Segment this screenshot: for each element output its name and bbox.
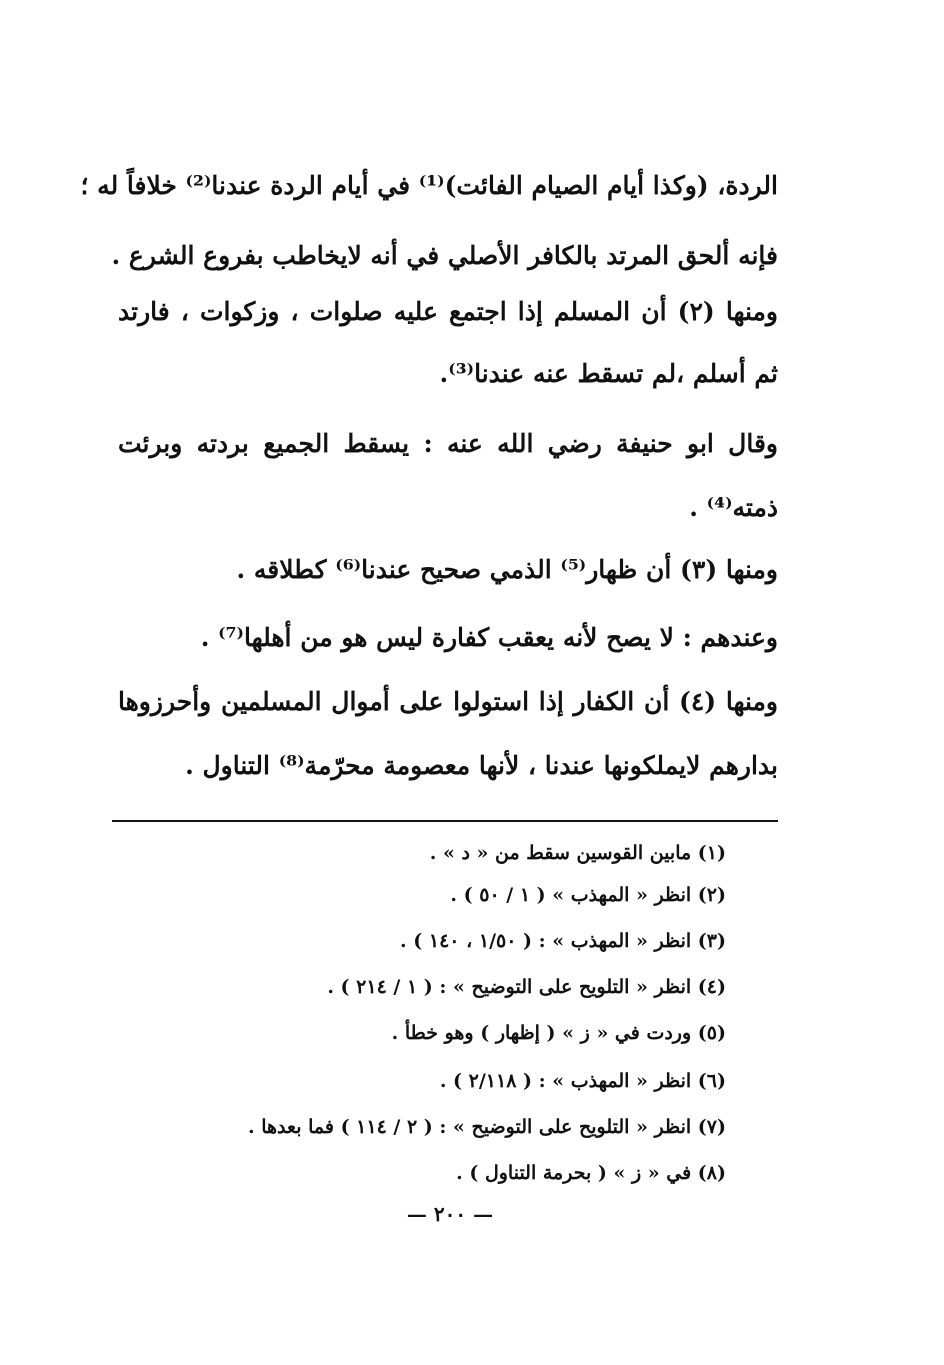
footnote: (٤) انظر « التلويح على التوضيح » : ( ١ / ٢١٤ ) . <box>327 976 726 998</box>
text-line: وعندهم : لا يصح لأنه يعقب كفارة ليس هو من أهلها⁽⁷⁾ . <box>200 623 778 652</box>
footnote: (١) مابين القوسين سقط من « د » . <box>429 842 726 864</box>
footnote: (٧) انظر « التلويح على التوضيح » : ( ٢ / ١١٤ ) فما بعدها . <box>248 1116 726 1138</box>
footnote: (٥) وردت في « ز » ( إظهار ) وهو خطأ . <box>391 1022 726 1044</box>
text-line: ذمته⁽⁴⁾ . <box>689 493 778 522</box>
text-line: وقال ابو حنيفة رضي الله عنه : يسقط الجميع بردته وبرئت <box>118 429 778 458</box>
footnote-separator <box>112 820 778 822</box>
footnote: (٦) انظر « المهذب » : ( ٢/١١٨ ) . <box>439 1070 726 1092</box>
footnote: (٨) في « ز » ( بحرمة التناول ) . <box>456 1162 726 1184</box>
footnote: (٢) انظر « المهذب » ( ١ / ٥٠ ) . <box>450 884 726 906</box>
text-line: ومنها (٣) أن ظهار⁽⁵⁾ الذمي صحيح عندنا⁽⁶⁾ كطلاقه . <box>236 555 778 584</box>
text-line: بدارهم لايملكونها عندنا ، لأنها معصومة محرّمة⁽⁸⁾ التناول . <box>185 751 778 780</box>
footnote: (٣) انظر « المهذب » : ( ١/٥٠ ، ١٤٠ ) . <box>400 930 726 952</box>
text-line: الردة، (وكذا أيام الصيام الفائت)⁽¹⁾ في أيام الردة عندنا⁽²⁾ خلافاً له ؛ <box>80 171 778 200</box>
text-line: ومنها (٤) أن الكفار إذا استولوا على أموال المسلمين وأحرزوها <box>118 687 778 716</box>
text-line: ثم أسلم ،لم تسقط عنه عندنا⁽³⁾. <box>439 359 778 388</box>
text-line: فإنه ألحق المرتد بالكافر الأصلي في أنه لايخاطب بفروع الشرع . <box>111 241 778 270</box>
page-number: — ٢٠٠ — <box>406 1202 494 1226</box>
text-line: ومنها (٢) أن المسلم إذا اجتمع عليه صلوات ، وزكوات ، فارتد <box>118 297 778 326</box>
